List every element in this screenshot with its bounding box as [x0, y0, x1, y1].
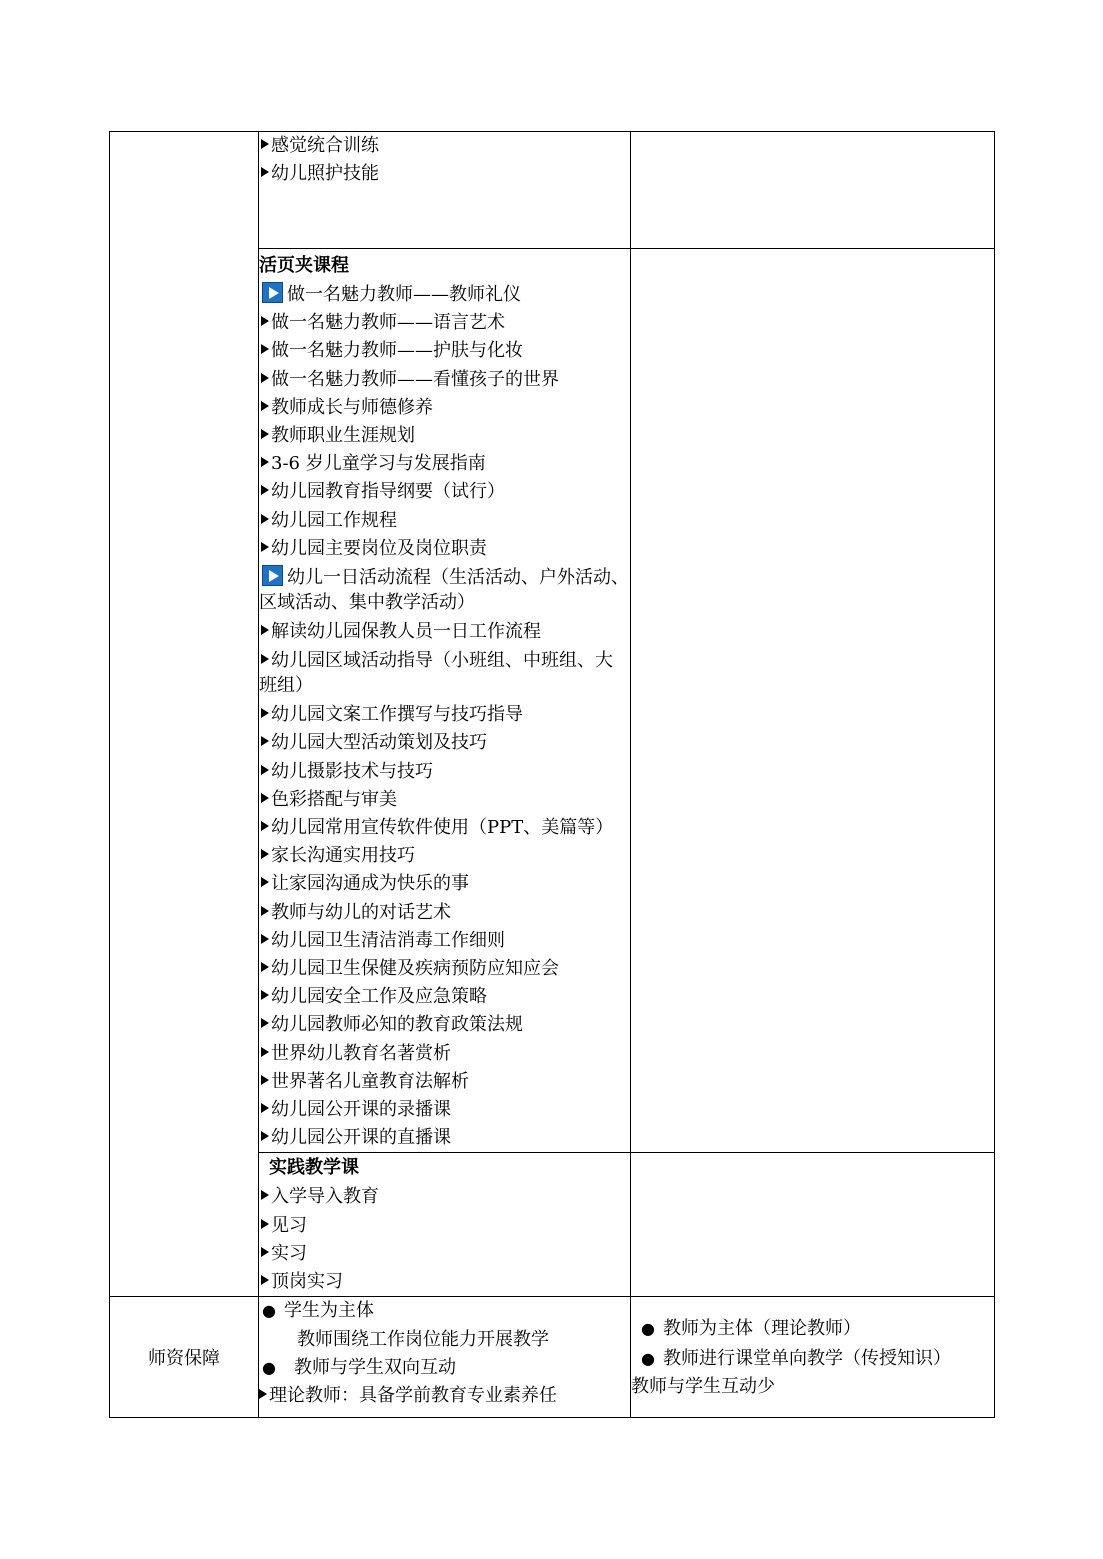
triangle-bullet-icon	[261, 1219, 269, 1229]
list-item: 幼儿照护技能	[259, 160, 630, 188]
triangle-bullet-icon	[261, 1190, 269, 1200]
list-item: 3-6 岁儿童学习与发展指南	[259, 450, 630, 478]
triangle-bullet-icon	[261, 1047, 269, 1057]
triangle-bullet-icon	[261, 1075, 269, 1085]
list-item: 幼儿园工作规程	[259, 507, 630, 535]
triangle-bullet-icon	[261, 514, 269, 524]
triangle-bullet-icon	[261, 1103, 269, 1113]
triangle-bullet-icon	[261, 1247, 269, 1257]
triangle-bullet-icon	[261, 316, 269, 326]
triangle-bullet-icon	[261, 1131, 269, 1141]
list-item: 教师成长与师德修养	[259, 394, 630, 422]
list-item: ● 学生为主体	[259, 1297, 630, 1325]
triangle-bullet-icon	[259, 1389, 267, 1399]
triangle-bullet-icon	[261, 821, 269, 831]
list-item: 教师与学生互动少	[631, 1376, 775, 1398]
list-item: 幼儿园主要岗位及岗位职责	[259, 535, 630, 563]
list-item: 解读幼儿园保教人员一日工作流程	[259, 618, 630, 646]
category-cell-empty	[110, 132, 259, 1297]
triangle-bullet-icon	[261, 906, 269, 916]
list-item: ● 教师进行课堂单向教学（传授知识）	[631, 1344, 994, 1374]
triangle-bullet-icon	[261, 1018, 269, 1028]
list-item: 教师职业生涯规划	[259, 422, 630, 450]
curriculum-table	[109, 131, 995, 1418]
list-item: 理论教师：具备学前教育专业素养任	[259, 1382, 630, 1410]
triangle-bullet-icon	[261, 962, 269, 972]
list-item: ● 教师为主体（理论教师）	[631, 1314, 994, 1344]
table-row	[110, 1297, 995, 1418]
list-item: 做一名魅力教师——看懂孩子的世界	[259, 366, 630, 394]
triangle-bullet-icon	[261, 625, 269, 635]
list-item: 教师与幼儿的对话艺术	[259, 899, 630, 927]
triangle-bullet-icon	[261, 877, 269, 887]
list-item: 幼儿园卫生清洁消毒工作细则	[259, 927, 630, 955]
triangle-bullet-icon	[261, 765, 269, 775]
triangle-bullet-icon	[261, 736, 269, 746]
list-item: 幼儿园公开课的直播课	[259, 1124, 630, 1152]
list-item: 做一名魅力教师——语言艺术	[259, 309, 630, 337]
faculty-label: 师资保障	[110, 1297, 259, 1418]
list-item: 入学导入教育	[259, 1183, 630, 1211]
triangle-bullet-icon	[261, 654, 269, 664]
list-item: 做一名魅力教师——教师礼仪	[259, 281, 630, 309]
triangle-bullet-icon	[261, 401, 269, 411]
bullet-icon: ●	[641, 1319, 655, 1339]
triangle-bullet-icon	[261, 373, 269, 383]
list-item: 让家园沟通成为快乐的事	[259, 870, 630, 898]
faculty-new-cell	[259, 1297, 631, 1418]
list-item: 感觉统合训练	[259, 132, 630, 160]
list-item: 幼儿园文案工作撰写与技巧指导	[259, 701, 630, 729]
triangle-bullet-icon	[261, 1275, 269, 1285]
list-item: 世界幼儿教育名著赏析	[259, 1040, 630, 1068]
list-item: 幼儿园常用宣传软件使用（PPT、美篇等）	[259, 814, 630, 842]
practice-cell	[259, 1153, 631, 1297]
faculty-old-cell	[631, 1297, 995, 1418]
triangle-bullet-icon	[261, 344, 269, 354]
list-item: 幼儿摄影技术与技巧	[259, 758, 630, 786]
loose-leaf-heading: 活页夹课程	[259, 255, 349, 276]
comparison-cell-empty	[631, 1153, 995, 1297]
list-item: 教师围绕工作岗位能力开展教学	[297, 1328, 549, 1350]
list-item: 见习	[259, 1212, 630, 1240]
loose-leaf-cell	[259, 249, 631, 1153]
list-item: 幼儿园卫生保健及疾病预防应知应会	[259, 955, 630, 983]
triangle-bullet-icon	[261, 934, 269, 944]
list-item: 幼儿一日活动流程（生活活动、户外活动、区域活动、集中教学活动）	[259, 567, 629, 614]
bullet-icon: ●	[262, 1357, 276, 1377]
comparison-cell-empty	[631, 249, 995, 1153]
table-row	[110, 132, 995, 249]
triangle-bullet-icon	[261, 485, 269, 495]
triangle-bullet-icon	[261, 457, 269, 467]
list-item: 幼儿园公开课的录播课	[259, 1096, 630, 1124]
list-item: 实习	[259, 1240, 630, 1268]
list-item: 幼儿园教育指导纲要（试行）	[259, 478, 630, 506]
list-item: 顶岗实习	[259, 1268, 630, 1296]
triangle-bullet-icon	[261, 849, 269, 859]
triangle-bullet-icon	[261, 793, 269, 803]
list-item: 做一名魅力教师——护肤与化妆	[259, 337, 630, 365]
list-item: 世界著名儿童教育法解析	[259, 1068, 630, 1096]
list-item: 家长沟通实用技巧	[259, 842, 630, 870]
bullet-icon: ●	[641, 1349, 655, 1369]
comparison-cell-empty	[631, 132, 995, 249]
triangle-bullet-icon	[261, 990, 269, 1000]
triangle-bullet-icon	[261, 542, 269, 552]
triangle-bullet-icon	[261, 139, 269, 149]
practice-heading: 实践教学课	[269, 1157, 359, 1179]
list-item: 幼儿园教师必知的教育政策法规	[259, 1011, 630, 1039]
bullet-icon: ●	[262, 1301, 276, 1321]
play-icon	[262, 282, 283, 303]
list-item: 幼儿园大型活动策划及技巧	[259, 729, 630, 757]
list-item: 幼儿园区域活动指导（小班组、中班组、大班组）	[259, 650, 613, 697]
course-list-cell	[259, 132, 631, 249]
play-icon	[262, 565, 283, 586]
triangle-bullet-icon	[261, 429, 269, 439]
triangle-bullet-icon	[261, 167, 269, 177]
list-item: 幼儿园安全工作及应急策略	[259, 983, 630, 1011]
triangle-bullet-icon	[261, 708, 269, 718]
list-item: ● 教师与学生双向互动	[259, 1354, 630, 1382]
list-item: 色彩搭配与审美	[259, 786, 630, 814]
